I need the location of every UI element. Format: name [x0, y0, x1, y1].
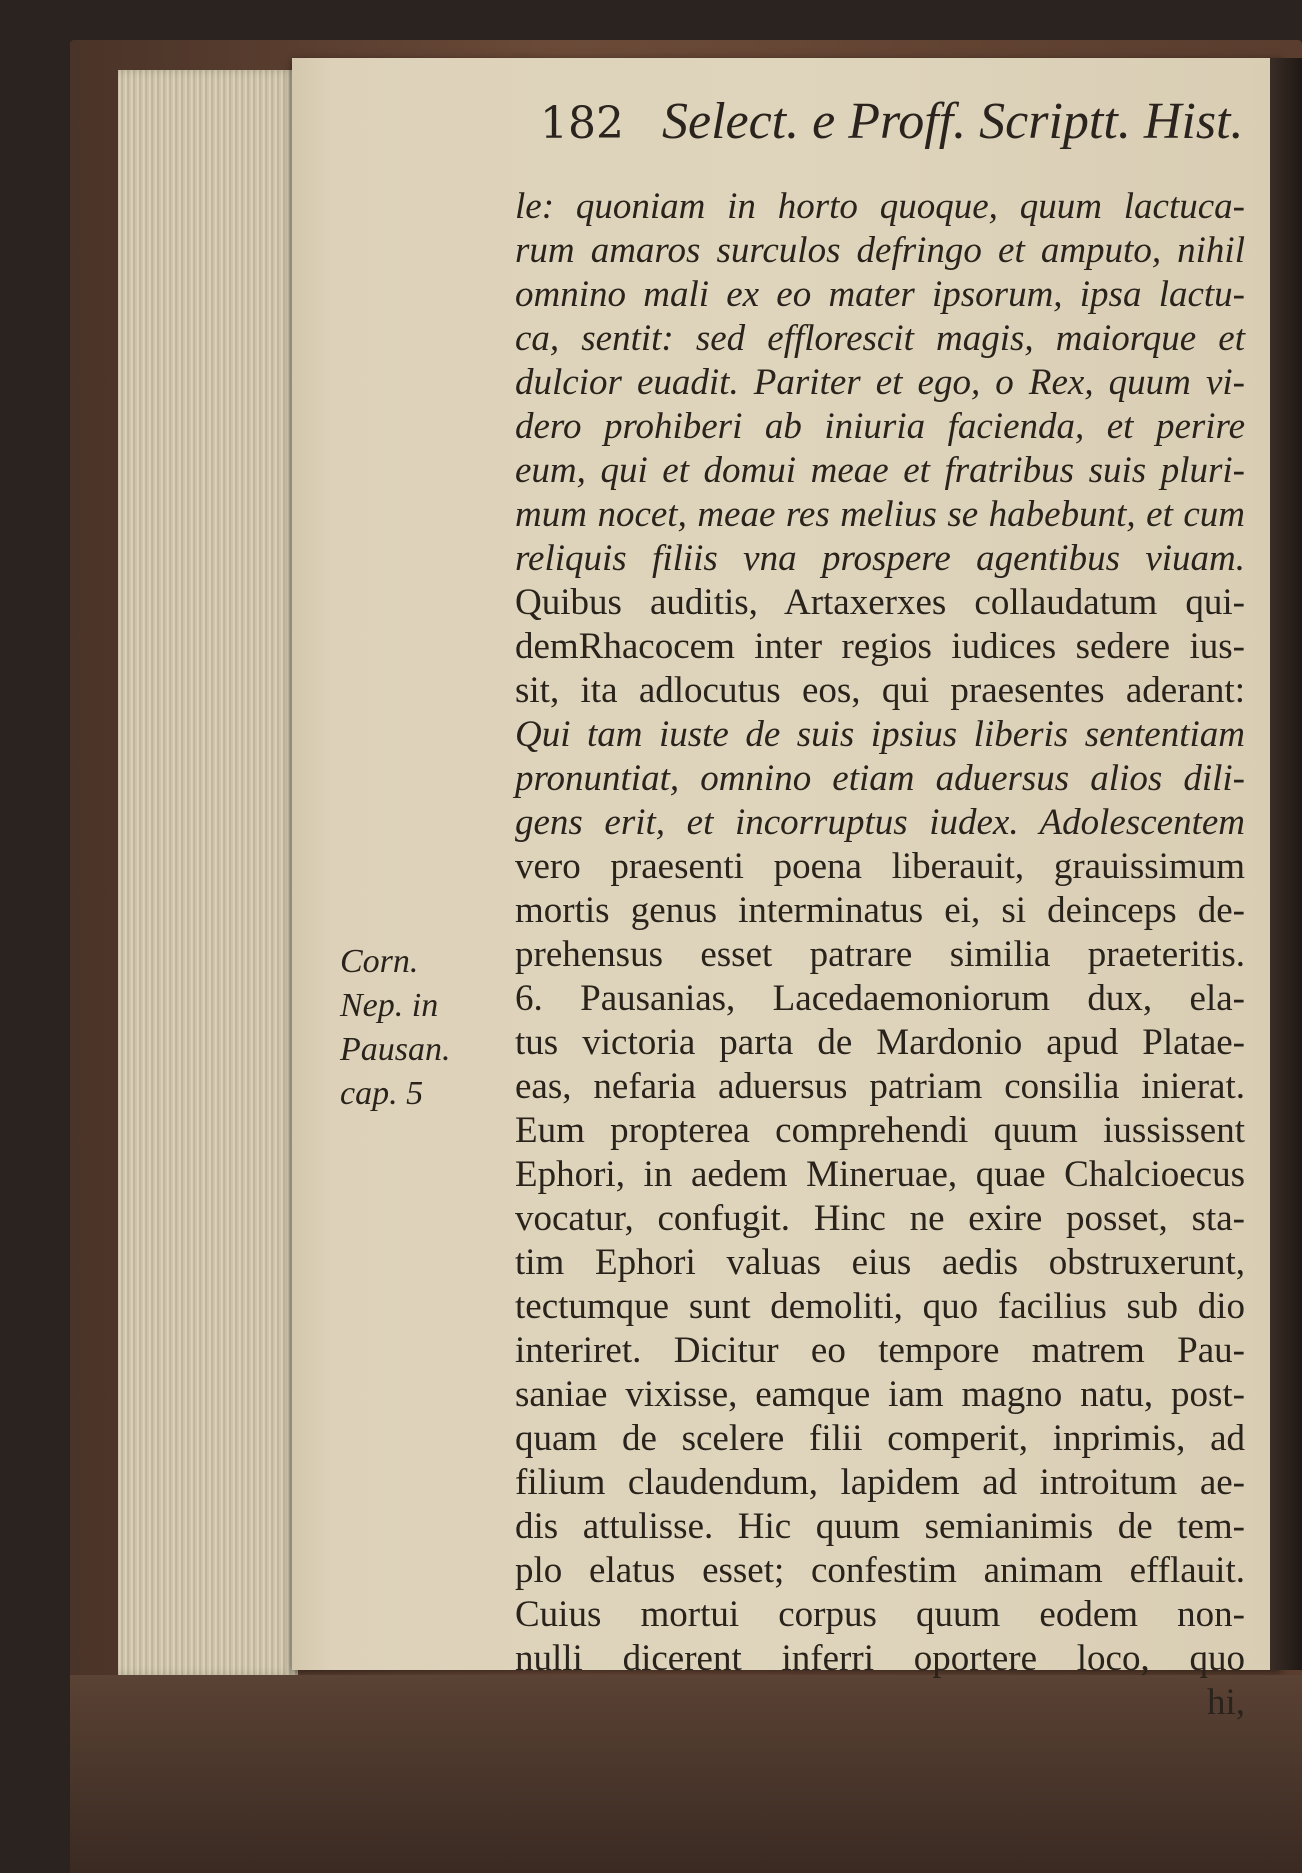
margin-note-line: Nep. in: [340, 987, 439, 1024]
text-line: omnino mali ex eo mater ipsorum, ipsa lactu-: [515, 274, 1245, 315]
binding-edge: [1270, 58, 1302, 1670]
text-line: vocatur, confugit. Hinc ne exire posset, sta-: [515, 1198, 1245, 1239]
text-line: Quibus auditis, Artaxerxes collaudatum qui-: [515, 582, 1245, 623]
text-line: nulli dicerent inferri oportere loco, quo: [515, 1638, 1245, 1679]
text-line: mum nocet, meae res melius se habebunt, et cum: [515, 494, 1245, 535]
page-number: 182: [540, 98, 624, 149]
text-line: 6. Pausanias, Lacedaemoniorum dux, ela-: [515, 978, 1245, 1019]
text-line: ca, sentit: sed efflorescit magis, maiorque et: [515, 318, 1245, 359]
text-line: le: quoniam in horto quoque, quum lactuca-: [515, 186, 1245, 227]
margin-note-line: Pausan.: [340, 1031, 451, 1068]
running-title: Select. e Proff. Scriptt. Hist.: [661, 93, 1244, 150]
text-line: Ephori, in aedem Mineruae, quae Chalcioecus: [515, 1154, 1245, 1195]
page-header: [540, 92, 1244, 151]
text-line: pronuntiat, omnino etiam aduersus alios dili-: [515, 758, 1245, 799]
text-line: Eum propterea comprehendi quum iussissent: [515, 1110, 1245, 1151]
text-line: Cuius mortui corpus quum eodem non-: [515, 1594, 1245, 1635]
text-line: quam de scelere filii comperit, inprimis, ad: [515, 1418, 1245, 1459]
text-line: interiret. Dicitur eo tempore matrem Pau-: [515, 1330, 1245, 1371]
text-line: filium claudendum, lapidem ad introitum ae-: [515, 1462, 1245, 1503]
text-line: Qui tam iuste de suis ipsius liberis sententiam: [515, 714, 1245, 755]
text-line: tectumque sunt demoliti, quo facilius sub dio: [515, 1286, 1245, 1327]
text-line: plo elatus esset; confestim animam efflauit.: [515, 1550, 1245, 1591]
text-line: tim Ephori valuas eius aedis obstruxerunt,: [515, 1242, 1245, 1283]
text-line: gens erit, et incorruptus iudex. Adolescentem: [515, 802, 1245, 843]
margin-note-line: cap. 5: [340, 1075, 424, 1112]
text-line: reliquis filiis vna prospere agentibus viuam.: [515, 538, 1245, 579]
body-text: [515, 185, 1245, 1725]
text-line: dulcior euadit. Pariter et ego, o Rex, quum vi-: [515, 362, 1245, 403]
text-line: demRhacocem inter regios iudices sedere ius-: [515, 626, 1245, 667]
text-line: rum amaros surculos defringo et amputo, nihil: [515, 230, 1245, 271]
text-line: sit, ita adlocutus eos, qui praesentes aderant:: [515, 670, 1245, 711]
text-line: tus victoria parta de Mardonio apud Platae-: [515, 1022, 1245, 1063]
text-line: dis attulisse. Hic quum semianimis de tem-: [515, 1506, 1245, 1547]
text-line: mortis genus interminatus ei, si deinceps de-: [515, 890, 1245, 931]
page-edges: [118, 70, 298, 1675]
text-line: vero praesenti poena liberauit, grauissimum: [515, 846, 1245, 887]
text-line: eum, qui et domui meae et fratribus suis pluri-: [515, 450, 1245, 491]
text-line: saniae vixisse, eamque iam magno natu, post-: [515, 1374, 1245, 1415]
text-line: eas, nefaria aduersus patriam consilia inierat.: [515, 1066, 1245, 1107]
text-line: dero prohiberi ab iniuria facienda, et perire: [515, 406, 1245, 447]
text-line: prehensus esset patrare similia praeteritis.: [515, 934, 1245, 975]
margin-note-line: Corn.: [340, 943, 419, 980]
margin-note: [340, 940, 490, 1116]
text-line: hi,: [1206, 1682, 1245, 1723]
